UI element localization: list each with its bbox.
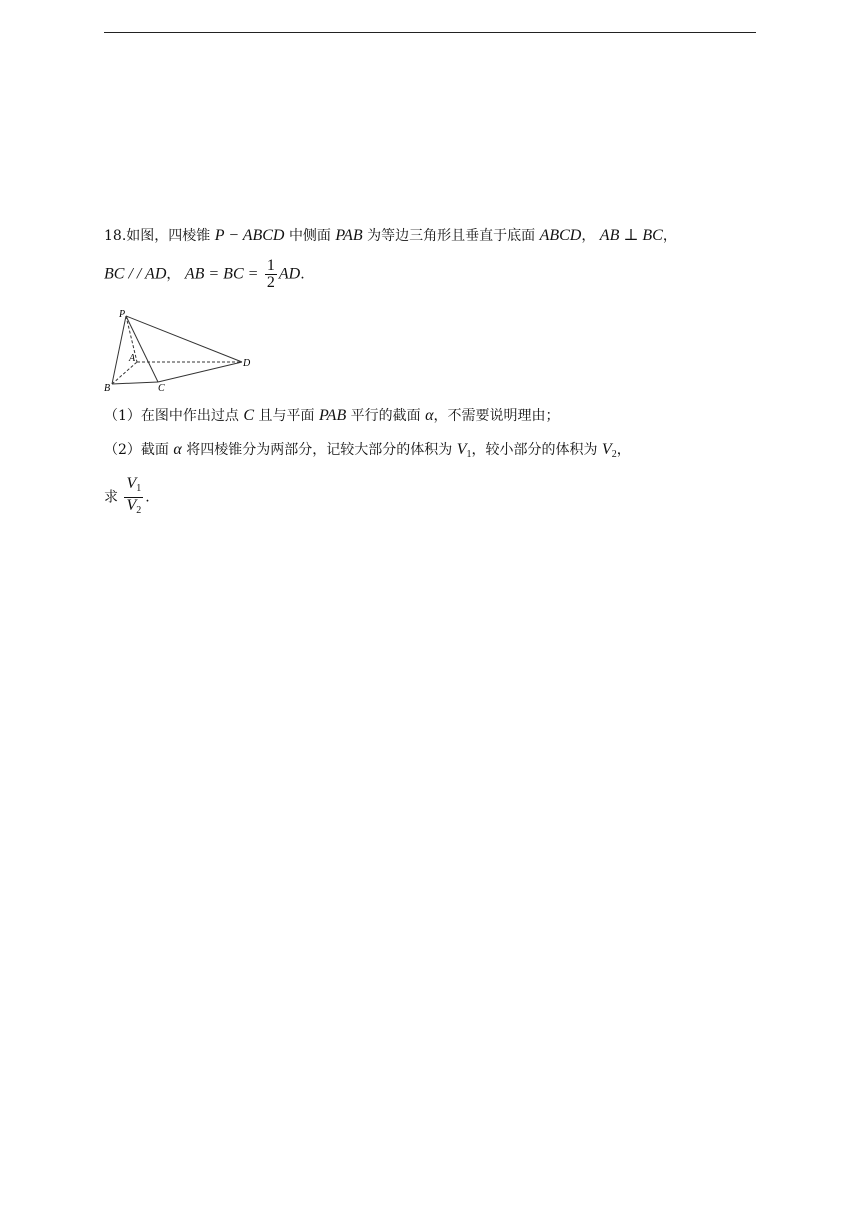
label-c: C	[158, 383, 165, 394]
part-1	[104, 406, 560, 426]
edge-pc	[126, 316, 158, 382]
text: 求	[104, 489, 118, 506]
part-2	[104, 440, 631, 465]
fraction-v1-v2	[124, 476, 143, 519]
fraction-numerator: 1	[266, 257, 275, 274]
text: （1）在图中作出过点	[104, 408, 239, 424]
math-perp: AB ⊥ BC	[599, 227, 663, 244]
v: V	[601, 441, 612, 458]
math-pab: PAB	[335, 227, 363, 244]
math-parallel: BC / / AD	[104, 265, 167, 283]
v: V	[126, 497, 137, 514]
label-p: P	[119, 309, 126, 320]
edge-pd	[126, 316, 242, 362]
text: .	[145, 489, 150, 506]
fraction-denominator	[124, 498, 143, 519]
label-d: D	[243, 358, 251, 369]
text: ，不需要说明理由；	[433, 408, 560, 424]
question-line-1	[104, 226, 677, 246]
text: ，	[662, 228, 677, 244]
label-a: A	[129, 353, 136, 364]
math-pyramid: P − ABCD	[214, 227, 285, 244]
text: 将四棱锥分为两部分，记较大部分的体积为	[186, 442, 453, 458]
question-line-2	[104, 258, 305, 291]
edge-bc	[112, 382, 158, 384]
v: V	[126, 475, 137, 492]
math-alpha: α	[173, 441, 182, 458]
header-rule	[104, 32, 756, 33]
label-b: B	[104, 383, 111, 394]
fraction-numerator	[124, 476, 143, 498]
fraction-denominator: 2	[266, 274, 275, 291]
text: .	[300, 266, 305, 283]
math-equal: AB = BC =	[184, 265, 259, 283]
v: V	[456, 441, 467, 458]
subscript: 1	[466, 449, 472, 460]
text: （2）截面	[104, 442, 169, 458]
text: 如图，四棱锥	[126, 228, 211, 244]
math-pab: PAB	[318, 407, 347, 424]
math-ad: AD	[278, 265, 301, 283]
fraction-one-half	[265, 258, 277, 291]
edge-cd	[158, 362, 242, 382]
text: ，	[166, 266, 181, 283]
part-2-ratio	[104, 476, 150, 519]
text: 且与平面	[258, 408, 315, 424]
text: 为等边三角形且垂直于底面	[367, 228, 536, 244]
subscript: 2	[136, 505, 142, 516]
question-number: 18.	[104, 228, 127, 244]
subscript: 2	[611, 449, 617, 460]
math-c: C	[243, 407, 255, 424]
text: ，	[616, 442, 631, 458]
text: 平行的截面	[350, 408, 421, 424]
text: 中侧面	[288, 228, 331, 244]
text: ，	[581, 228, 596, 244]
math-v1	[457, 441, 472, 458]
subscript: 1	[136, 483, 142, 494]
text: ，较小部分的体积为	[471, 442, 598, 458]
pyramid-figure	[104, 308, 264, 394]
math-alpha: α	[425, 407, 434, 424]
math-v2	[602, 441, 617, 458]
math-abcd: ABCD	[539, 227, 582, 244]
